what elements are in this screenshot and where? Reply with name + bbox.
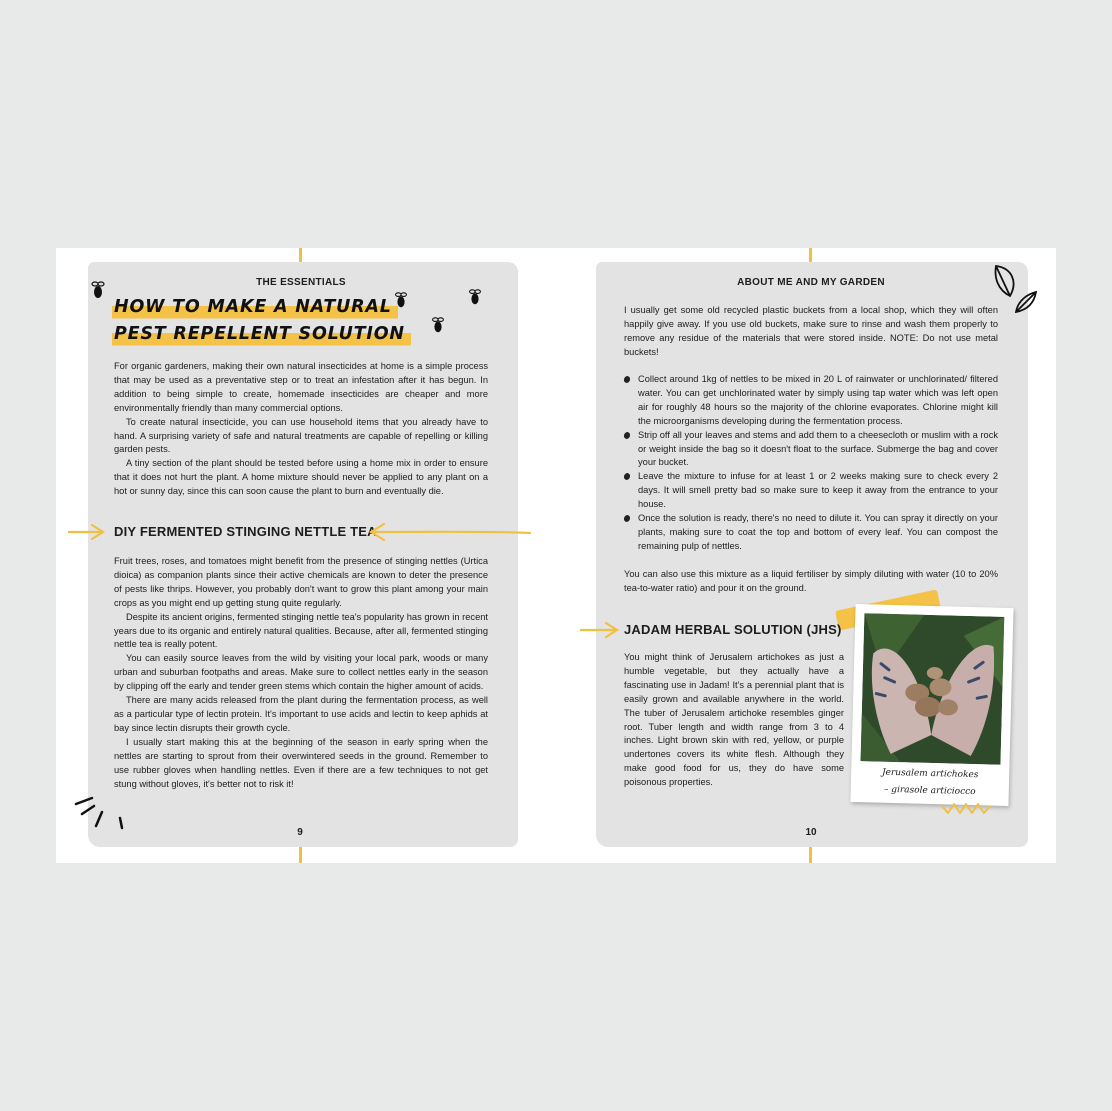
list-item-text: Leave the mixture to infuse for at least 1 or 2 weeks making sure to check every 2 days. It will smell pretty bad so make sure to keep it away from the entrance to your house. [638,471,998,510]
artichoke-photo [861,613,1005,765]
section-text [114,555,488,791]
paragraph: I usually start making this at the beginning of the season in early spring when the nettles are starting to sprout from their overwintered seeds in the ground. Remember to use rubber gloves when handling nettles. Even if there are a few techniques to not get stung without gloves, it's better not to risk it! [114,736,488,789]
closing-text: You can also use this mixture as a liquid fertiliser by simply diluting with water (10 to 20% tea-to-water ratio) and pour it on the ground. [624,569,998,593]
book-spread [56,248,1056,863]
list-item-text: Collect around 1kg of nettles to be mixed in 20 L of rainwater or unchlorinated/ filtered water. You can get unchlorinated water by simply using tap water which was left open air for roughly 48 hours so the majority of the chlorine evaporates. Chlorine might kill the microorganisms developing during the fermentation process. [638,374,998,426]
list-item-text: Strip off all your leaves and stems and add them to a cheesecloth or muslim with a rock or weight inside the bag so it doesn't float to the surface. Submerge the bag and cover your bucket. [638,429,998,468]
caption-line: – girasole articiocco [883,784,976,798]
bullet-icon [623,514,631,523]
list-item [624,512,998,554]
bee-icon [430,316,446,334]
intro-text [114,360,488,499]
paragraph: Fruit trees, roses, and tomatoes might benefit from the presence of stinging nettles (Urtica dioica) as companion plants since their active chemicals are known to deter the presence of pests like thrips. However, you probably don't want to grow this plant among your main crops as you might end up getting stung quite regularly. [114,556,488,608]
bee-icon [90,280,106,300]
bullet-icon [623,431,631,440]
list-item [624,429,998,471]
paragraph: For organic gardeners, making their own natural insecticides at home is a simple process that may be used as a preventative step or to treat an infestation after it has begun. In addition to being simple to create, homemade insecticides are cheaper and more environmentally friendly than many commercial options. [114,361,488,413]
intro-text: I usually get some old recycled plastic buckets from a local shop, which they will often happily give away. If you use old buckets, make sure to rinse and wash them properly to remove any residue of the materials that were stored inside. NOTE: Do not use metal buckets! [624,305,998,357]
paragraph: To create natural insecticide, you can use household items that you already have to hand. A surprising variety of safe and natural treatments are capable of repelling or killing garden pests. [114,416,488,455]
running-header: THE ESSENTIALS [256,277,346,288]
list-item-text: Once the solution is ready, there's no need to dilute it. You can spray it directly on your plants, making sure to coat the top and bottom of every leaf. You can compost the remaining pulp of nettles. [638,513,998,551]
arrow-left-icon [368,522,532,542]
zigzag-icon [940,800,992,816]
paragraph: You can easily source leaves from the wild by visiting your local park, woods or many urban and suburban footpaths and areas. Make sure to collect nettles early in the season by clipping off the early and tender green stems which contain the higher amount of acids. [114,653,488,692]
list-item [624,470,998,512]
section-heading: DIY FERMENTED STINGING NETTLE TEA [114,524,377,539]
leaf-icon [992,262,1038,316]
paragraph: A tiny section of the plant should be tested before using a home mix in order to ensure that it does not hurt the plant. A home mixture should never be applied to any plant on a hot or sunny day, since this can soon cause the plant to burn and eventually die. [114,458,488,497]
page-title-line1: HOW TO MAKE A NATURAL [112,294,398,321]
page-number: 9 [297,827,303,838]
page-title-line2: PEST REPELLENT SOLUTION [112,321,411,348]
page-title [112,294,411,348]
paragraph: There are many acids released from the plant during the fermentation process, as well as a particular type of lectin protein. It's important to use acids and lectin to keep aphids at bay since lectin disrupts their growth cycle. [114,695,488,733]
list-item [624,373,998,429]
paragraph: Despite its ancient origins, fermented stinging nettle tea's popularity has grown in recent years due to its organic and entirely natural qualities. Because, after all, fermented stinging nettle tea is really potent. [114,611,488,650]
photo-caption [860,764,1001,802]
binding-tick [299,845,302,863]
arrow-right-icon [580,621,620,639]
bullet-icon [623,375,631,384]
section-text: You might think of Jerusalem artichokes as just a humble vegetable, but they actually have a fascinating use in Jadam! It's a perennial plant that is easily grown and available anywhere in the world. The tuber of Jerusalem artichoke resembles ginger root. Tuber length and width range from 3 to 4 inches. Light brown skin with red, yellow, or purple undertones covers its white flesh. Although they make good food for us, they do have some poisonous properties. [624,652,844,788]
arrow-right-icon [68,523,106,541]
running-header: ABOUT ME AND MY GARDEN [737,277,885,288]
instruction-list [624,373,998,554]
section-heading: JADAM HERBAL SOLUTION (JHS) [624,622,842,637]
photo-polaroid [850,604,1013,806]
page-number: 10 [805,827,817,838]
burst-lines-icon [74,796,130,830]
bee-icon [467,288,483,306]
binding-tick [809,845,812,863]
bullet-icon [623,473,631,482]
caption-line: Jerusalem artichokes [881,767,979,781]
